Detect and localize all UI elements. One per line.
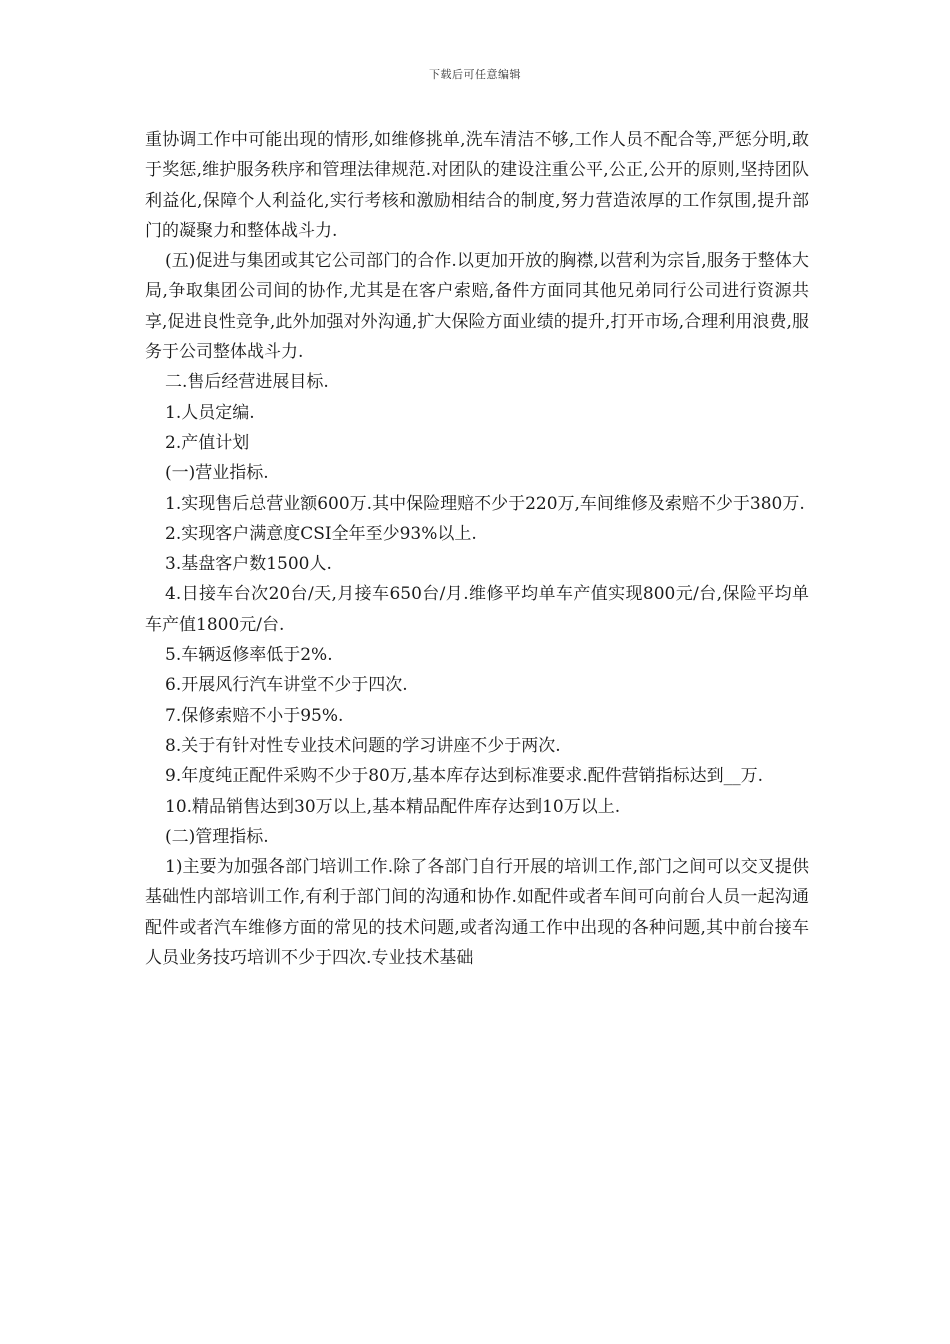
list-item: 10.精品销售达到30万以上,基本精品配件库存达到10万以上. xyxy=(165,796,621,817)
list-item: 5.车辆返修率低于2%. xyxy=(165,645,333,666)
section-heading-goals: 二.售后经营进展目标. xyxy=(165,372,329,393)
subsection-heading-business: (一)营业指标. xyxy=(165,463,269,484)
header-note: 下载后可任意编辑 xyxy=(429,68,521,81)
list-item: 8.关于有针对性专业技术问题的学习讲座不少于两次. xyxy=(165,735,561,756)
list-item: 2.实现客户满意度CSI全年至少93%以上. xyxy=(165,523,477,544)
list-item: 2.产值计划 xyxy=(165,432,250,453)
paragraph-training: 1)主要为加强各部门培训工作.除了各部门自行开展的培训工作,部门之间可以交叉提供基础性内部培训工作,有利于部门间的沟通和协作.如配件或者车间可向前台人员一起沟通配件或者汽车维修方面的常见的技术问题,或者沟通工作中出现的各种问题,其中前台接车人员业务技巧培训不少于四次.专业技术基础 xyxy=(145,857,809,969)
list-item: 7.保修索赔不小于95%. xyxy=(165,705,344,726)
list-item: 9.年度纯正配件采购不少于80万,基本库存达到标准要求.配件营销指标达到__万. xyxy=(165,766,764,787)
subsection-heading-management: (二)管理指标. xyxy=(165,826,269,847)
list-item: 1.实现售后总营业额600万.其中保险理赔不少于220万,车间维修及索赔不少于380万. xyxy=(165,493,805,514)
paragraph-continued: 重协调工作中可能出现的情形,如维修挑单,洗车清洁不够,工作人员不配合等,严惩分明,敢于奖惩,维护服务秩序和管理法律规范.对团队的建设注重公平,公正,公开的原则,坚持团队利益化,保障个人利益化,实行考核和激励相结合的制度,努力营造浓厚的工作氛围,提升部门的凝聚力和整体战斗力. xyxy=(145,130,809,241)
list-item: 1.人员定编. xyxy=(165,402,255,423)
list-item: 3.基盘客户数1500人. xyxy=(165,554,332,575)
document-body xyxy=(145,125,809,973)
paragraph-cooperation: (五)促进与集团或其它公司部门的合作.以更加开放的胸襟,以营利为宗旨,服务于整体大局,争取集团公司间的协作,尤其是在客户索赔,备件方面同其他兄弟同行公司进行资源共享,促进良性竞争,此外加强对外沟通,扩大保险方面业绩的提升,打开市场,合理利用浪费,服务于公司整体战斗力. xyxy=(145,251,809,363)
list-item: 6.开展风行汽车讲堂不少于四次. xyxy=(165,675,408,696)
list-item: 4.日接车台次20台/天,月接车650台/月.维修平均单车产值实现800元/台,保险平均单车产值1800元/台. xyxy=(145,584,809,635)
